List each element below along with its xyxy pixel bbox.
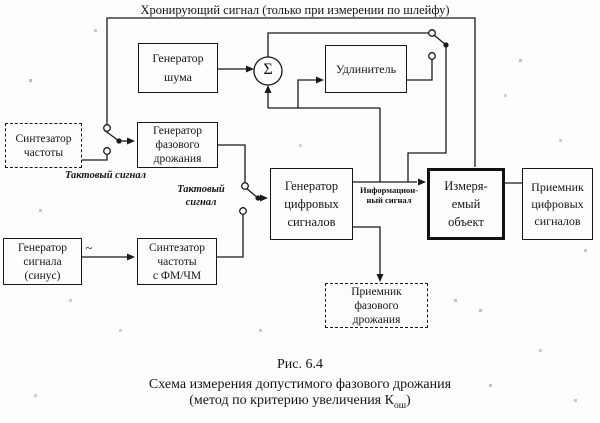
chronizing-signal-label: Хронирующий сигнал (только при измерении по шлейфу) xyxy=(140,3,450,17)
subtitle-close: ) xyxy=(406,393,411,408)
block-noise-generator: Генератор шума xyxy=(138,43,218,93)
block-digital-signal-generator: Генератор цифровых сигналов xyxy=(270,168,353,240)
arrow-into-digital-gen xyxy=(260,195,268,202)
arrow-into-sigma-left xyxy=(246,66,254,73)
subtitle-text: (метод по критерию увеличения К xyxy=(189,393,394,408)
wire-jitter-out xyxy=(218,145,245,182)
wire-synth-to-switch1 xyxy=(82,155,107,160)
arrow-into-extender xyxy=(316,77,324,84)
block-digital-signal-receiver: Приемник цифровых сигналов xyxy=(522,168,593,240)
switch2-contact-top xyxy=(242,183,249,190)
block-frequency-synthesizer: Синтезатор частоты xyxy=(5,123,82,168)
arrow-into-jitter-rx xyxy=(377,274,384,282)
clock-signal-label-middle: Тактовый сигнал xyxy=(177,184,225,208)
switch1-contact-top xyxy=(104,125,111,132)
arrow-into-sigma-bottom xyxy=(265,85,272,93)
block-extender: Удлинитель xyxy=(325,45,407,93)
block-phase-jitter-generator: Генератор фазового дрожания xyxy=(137,122,218,168)
figure-title: Схема измерения допустимого фазового дрожания xyxy=(148,377,452,392)
switch2-contact-bottom xyxy=(240,208,247,215)
sigma-adder-symbol: Σ xyxy=(263,61,273,78)
information-signal-label: Информацион- ный сигнал xyxy=(360,185,418,205)
switch1-contact-bottom xyxy=(104,148,111,155)
switch3-pole-dot xyxy=(443,42,448,47)
switch1-pole-dot xyxy=(116,138,121,143)
sine-tilde-symbol: ~ xyxy=(85,240,93,255)
wire-fm-out xyxy=(217,215,243,257)
subtitle-subscript: ош xyxy=(393,400,407,411)
wire-gen-to-jitter-rx xyxy=(353,227,380,274)
wire-switch3-pole xyxy=(408,47,446,182)
switch3-contact-top xyxy=(429,30,436,37)
switch2-pole-dot xyxy=(255,195,260,200)
figure-subtitle xyxy=(0,393,600,411)
wire-extender-out xyxy=(407,60,432,80)
arrow-into-fm-synth xyxy=(127,254,135,261)
arrow-into-jitter-gen xyxy=(127,138,135,145)
block-phase-jitter-receiver: Приемник фазового дрожания xyxy=(325,283,428,328)
switch3-contact-bottom xyxy=(429,53,436,60)
wire-tap-to-extender xyxy=(298,80,316,108)
block-signal-generator-sine: Генератор сигнала (синус) xyxy=(3,238,82,285)
block-measured-object: Измеря- емый объект xyxy=(427,168,505,240)
figure-number: Рис. 6.4 xyxy=(277,357,323,372)
clock-signal-label-left: Тактовый сигнал xyxy=(64,170,147,181)
block-synthesizer-fm-chm: Синтезатор частоты с ФМ/ЧМ xyxy=(137,238,217,285)
